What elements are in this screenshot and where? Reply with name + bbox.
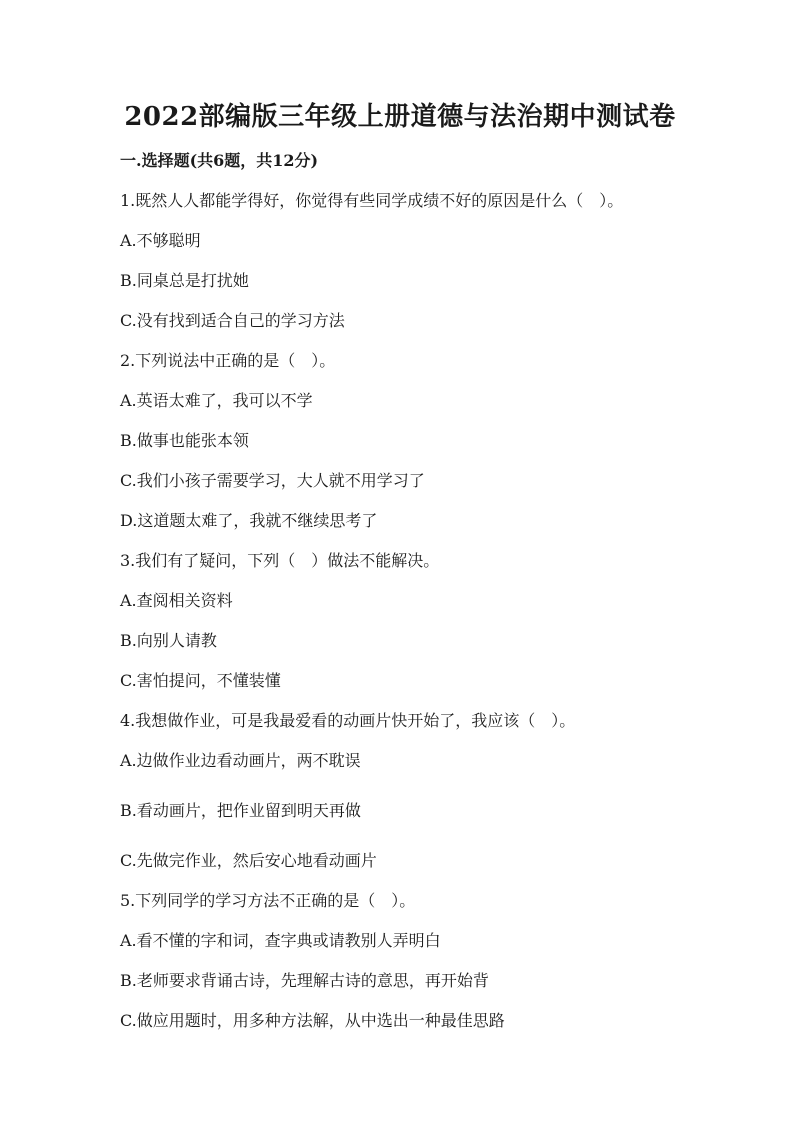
answer-option: C.我们小孩子需要学习，大人就不用学习了	[120, 471, 425, 490]
answer-option: A.不够聪明	[120, 231, 201, 250]
answer-option: A.看不懂的字和词，查字典或请教别人弄明白	[120, 931, 441, 950]
answer-option: A.英语太难了，我可以不学	[120, 391, 313, 410]
page-title: 2022部编版三年级上册道德与法治期中测试卷	[124, 102, 676, 132]
answer-option: C.没有找到适合自己的学习方法	[120, 311, 345, 330]
answer-option: B.老师要求背诵古诗，先理解古诗的意思，再开始背	[120, 971, 489, 990]
question-stem: 1.既然人人都能学得好，你觉得有些同学成绩不好的原因是什么（ ）。	[120, 191, 624, 210]
answer-option: B.向别人请教	[120, 631, 217, 650]
answer-option: B.看动画片，把作业留到明天再做	[120, 801, 361, 820]
answer-option: D.这道题太难了，我就不继续思考了	[120, 511, 378, 530]
answer-option: C.做应用题时，用多种方法解，从中选出一种最佳思路	[120, 1011, 505, 1030]
answer-option: A.边做作业边看动画片，两不耽误	[120, 751, 361, 770]
question-stem: 4.我想做作业，可是我最爱看的动画片快开始了，我应该（ ）。	[120, 711, 576, 730]
answer-option: C.先做完作业，然后安心地看动画片	[120, 851, 377, 870]
question-stem: 5.下列同学的学习方法不正确的是（ ）。	[120, 891, 416, 910]
answer-option: A.查阅相关资料	[120, 591, 233, 610]
question-stem: 2.下列说法中正确的是（ ）。	[120, 351, 336, 370]
question-stem: 3.我们有了疑问，下列（ ）做法不能解决。	[120, 551, 440, 570]
section-heading: 一.选择题(共6题，共12分)	[120, 151, 319, 170]
answer-option: B.同桌总是打扰她	[120, 271, 249, 290]
answer-option: B.做事也能张本领	[120, 431, 249, 450]
answer-option: C.害怕提问，不懂装懂	[120, 671, 281, 690]
